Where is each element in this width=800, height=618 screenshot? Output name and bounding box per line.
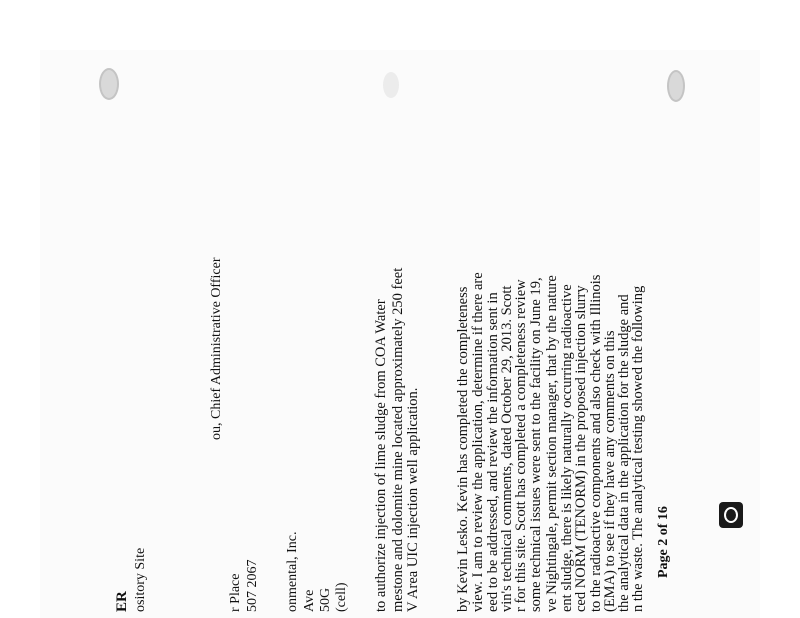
intro-line: mestone and dolomite mine located approximately 250 feet — [390, 267, 406, 612]
recipient-zip: 50G — [318, 587, 333, 612]
page-title: ER — [114, 591, 130, 612]
review-line: eed to be addressed, and review the information sent in — [485, 292, 501, 612]
recipient-company: onmental, Inc. — [285, 531, 300, 612]
recipient-address-1: r Place — [228, 573, 243, 612]
recipient-title: ou, Chief Administrative Officer — [209, 257, 224, 440]
recipient-phone: (cell) — [334, 582, 349, 612]
nightingale-line: to the radioactive components and also check with Illinois — [588, 274, 604, 612]
review-line: some technical issues were sent to the facility on June 19, — [528, 277, 544, 612]
nightingale-line: n the waste. The analytical testing showed the following — [630, 285, 646, 612]
page-subtitle: ository Site — [133, 547, 148, 612]
nightingale-line: ve Nightingale, permit section manager, that by the nature — [544, 275, 560, 612]
nightingale-line: ent sludge, there is likely naturally occurring radioactive — [559, 284, 575, 612]
nightingale-line: the analytical data in the application for the sludge and — [616, 294, 632, 612]
page-number: Page 2 of 16 — [656, 506, 671, 578]
review-line: view. I am to review the application, determine if there are — [470, 272, 486, 612]
review-line: by Kevin Lesko. Kevin has completed the completeness — [455, 286, 471, 612]
intro-line: V Area UIC injection well application. — [405, 387, 421, 612]
intro-line: to authorize injection of lime sludge from COA Water — [373, 299, 389, 612]
nightingale-line: ced NORM (TENORM) in the proposed injection slurry — [573, 285, 589, 612]
review-line: r for this site. Scott has completed a completeness review — [513, 279, 529, 612]
review-line: vin's technical comments, dated October 29, 2013. Scott — [499, 285, 515, 612]
recipient-address-2: 507 2067 — [245, 559, 260, 612]
nightingale-line: (EMA) to see if they have any comments on this — [602, 330, 618, 612]
recipient-street: Ave — [302, 589, 317, 612]
